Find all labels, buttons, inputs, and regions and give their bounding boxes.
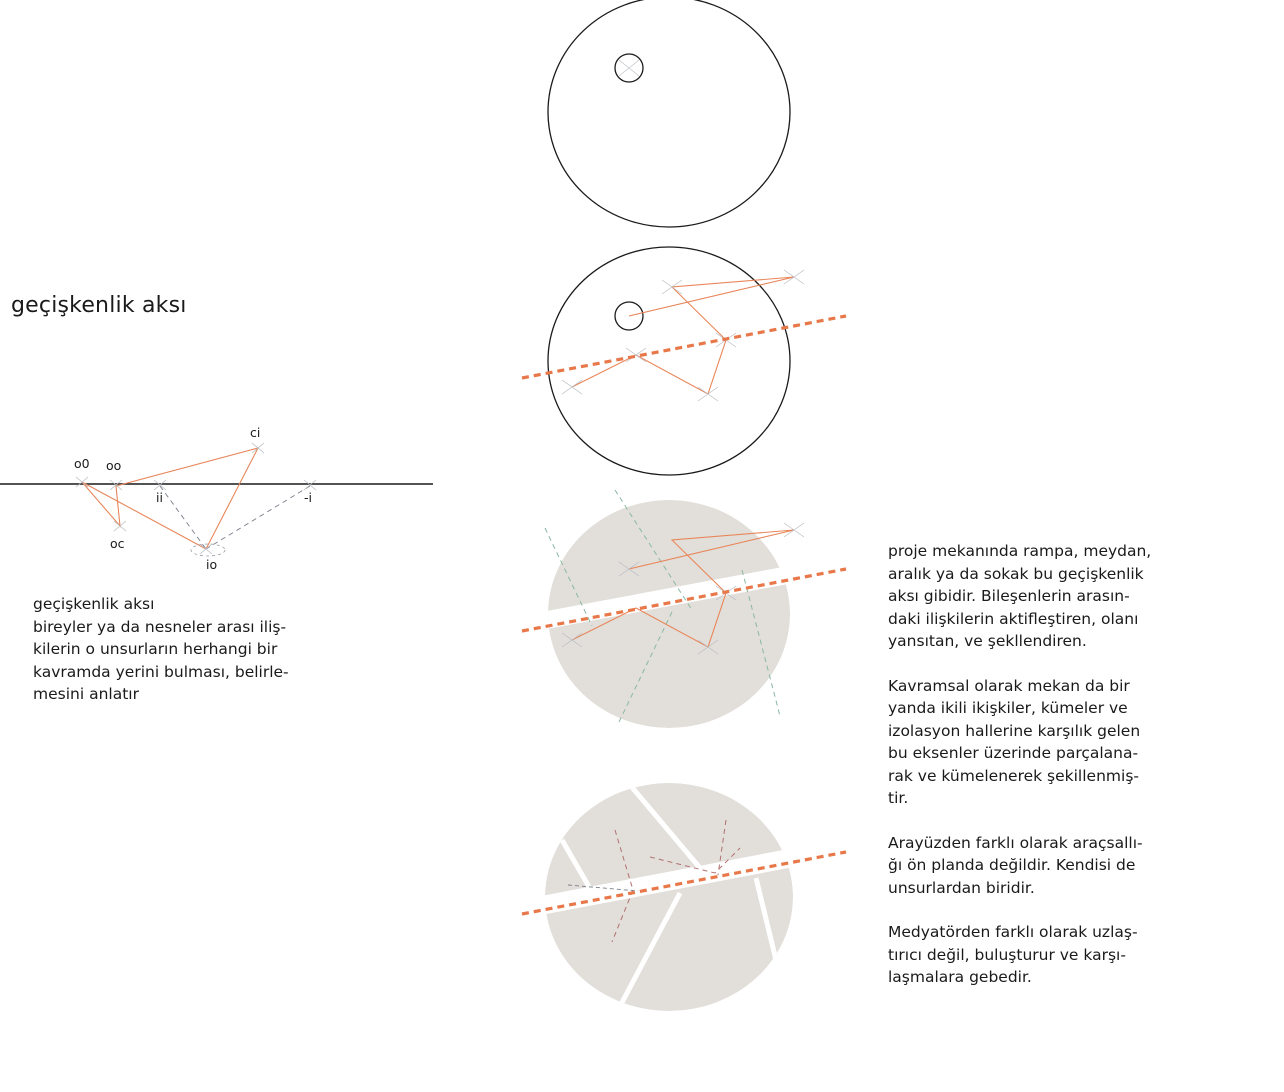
left-description-heading: geçişkenlik aksı [33, 595, 155, 613]
node-label-o0: o0 [74, 456, 90, 471]
circle-stage-4 [520, 783, 846, 1011]
transition-axis [522, 316, 846, 378]
left-description [33, 593, 353, 706]
node-label-oc: oc [110, 536, 125, 551]
relation-lines [572, 277, 794, 394]
left-description-body: bireyler ya da nesneler arası iliş- kilerin o unsurların herhangi bir kavramda yerini bulması, belirle- mesini anlatır [33, 617, 289, 703]
circle-stage-3 [520, 490, 846, 728]
circle-stage-1 [548, 0, 790, 227]
circle-sequence [500, 0, 880, 1040]
paragraph: Medyatörden farklı olarak uzlaş- tırıcı değil, buluşturur ve karşı- laşmalara gebedir. [888, 923, 1138, 986]
node-label-oo: oo [106, 458, 122, 473]
node-label-ci: ci [250, 425, 261, 440]
circle-stage-2 [522, 247, 846, 475]
paragraph: Kavramsal olarak mekan da bir yanda ikili ikişkiler, kümeler ve izolasyon hallerine karşılık gelen bu eksenler üzerinde parçalana- rak ve kümelenerek şekillenmiş- tir. [888, 676, 1141, 807]
node-label-minus-i: -i [304, 490, 312, 505]
node-mark-o0 [76, 477, 88, 487]
paragraph: Arayüzden farklı olarak araçsallı- ğı ön planda değildir. Kendisi de unsurlardan biridir. [888, 833, 1143, 897]
node-mark-ii [154, 480, 166, 490]
relation-dash-ii-io [160, 486, 206, 549]
right-description [888, 540, 1188, 1011]
node-mark-io [200, 544, 212, 554]
paragraph: proje mekanında rampa, meydan, aralık ya da sokak bu geçişkenlik aksı gibidir. Bileşenlerin arasın- daki ilişkilerin aktifleştiren, olanı yansıtan, ve şekllendiren. [888, 542, 1152, 650]
node-mark-minus-i [304, 480, 316, 490]
node-mark-ci [252, 443, 264, 453]
page-title: geçişkenlik aksı [11, 293, 187, 318]
axis-diagram [0, 410, 440, 585]
node-label-io: io [206, 557, 218, 572]
node-label-ii: ii [156, 490, 163, 505]
